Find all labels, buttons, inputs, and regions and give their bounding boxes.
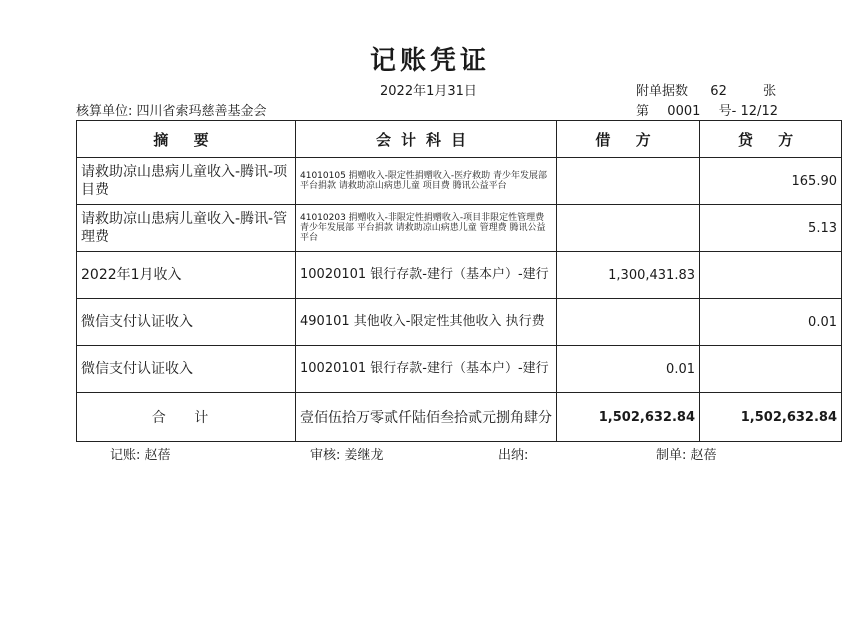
voucher-date: 2022年1月31日 — [380, 84, 477, 99]
total-amount-words: 壹佰伍拾万零贰仟陆佰叁拾贰元捌角肆分 — [296, 393, 557, 442]
bookkeeper-name: 赵蓓 — [144, 448, 171, 463]
table-row — [77, 346, 842, 393]
row-account: 41010105 捐赠收入-限定性捐赠收入-医疗救助 青少年发展部 平台捐款 请救助凉山病患儿童 项目费 腾讯公益平台 — [296, 158, 557, 205]
col-debit-header: 借 方 — [557, 121, 700, 158]
voucher-no: 0001 — [667, 104, 701, 119]
row-debit — [557, 205, 700, 252]
attachment-count — [636, 80, 776, 99]
voucher-no-label: 第 — [636, 104, 650, 119]
voucher-title: 记账凭证 — [369, 46, 490, 76]
attach-unit: 张 — [763, 84, 777, 99]
col-account-header: 会计科目 — [296, 121, 557, 158]
footer-preparer — [656, 444, 717, 463]
row-debit: 1,300,431.83 — [557, 252, 700, 299]
preparer-name: 赵蓓 — [690, 448, 717, 463]
reviewer-label: 审核: — [310, 448, 341, 463]
row-summary: 微信支付认证收入 — [77, 346, 296, 393]
col-summary-header: 摘 要 — [77, 121, 296, 158]
row-credit: 5.13 — [700, 205, 842, 252]
col-credit-header: 贷 方 — [700, 121, 842, 158]
accounting-unit — [76, 100, 267, 119]
row-debit — [557, 158, 700, 205]
row-summary: 请救助凉山患病儿童收入-腾讯-项目费 — [77, 158, 296, 205]
row-summary: 2022年1月收入 — [77, 252, 296, 299]
footer-reviewer — [310, 444, 384, 463]
unit-label: 核算单位: — [76, 104, 133, 119]
unit-name: 四川省索玛慈善基金会 — [136, 104, 267, 119]
page-number: 12/12 — [740, 104, 778, 119]
voucher-no-suffix: 号- — [718, 104, 737, 119]
voucher-number — [636, 100, 778, 119]
total-row — [77, 393, 842, 442]
reviewer-name: 姜继龙 — [344, 448, 384, 463]
bookkeeper-label: 记账: — [110, 448, 141, 463]
preparer-label: 制单: — [656, 448, 687, 463]
row-debit: 0.01 — [557, 346, 700, 393]
total-credit: 1,502,632.84 — [700, 393, 842, 442]
row-credit — [700, 252, 842, 299]
total-label: 合 计 — [77, 393, 296, 442]
row-credit — [700, 346, 842, 393]
row-summary: 微信支付认证收入 — [77, 299, 296, 346]
attach-count: 62 — [710, 84, 727, 99]
header-row — [77, 121, 842, 158]
row-account: 10020101 银行存款-建行（基本户）-建行 — [296, 346, 557, 393]
table-row — [77, 299, 842, 346]
row-debit — [557, 299, 700, 346]
footer-bookkeeper — [110, 444, 171, 463]
table-row — [77, 158, 842, 205]
row-credit: 0.01 — [700, 299, 842, 346]
table-row — [77, 252, 842, 299]
row-account: 41010203 捐赠收入-非限定性捐赠收入-项目非限定性管理费 青少年发展部 平台捐款 请救助凉山病患儿童 管理费 腾讯公益平台 — [296, 205, 557, 252]
table-row — [77, 205, 842, 252]
row-account: 490101 其他收入-限定性其他收入 执行费 — [296, 299, 557, 346]
voucher-table — [76, 120, 842, 442]
attach-label: 附单据数 — [636, 84, 689, 99]
row-credit: 165.90 — [700, 158, 842, 205]
cashier-label: 出纳: — [498, 448, 529, 463]
row-account: 10020101 银行存款-建行（基本户）-建行 — [296, 252, 557, 299]
row-summary: 请救助凉山患病儿童收入-腾讯-管理费 — [77, 205, 296, 252]
footer-cashier — [498, 444, 528, 463]
total-debit: 1,502,632.84 — [557, 393, 700, 442]
